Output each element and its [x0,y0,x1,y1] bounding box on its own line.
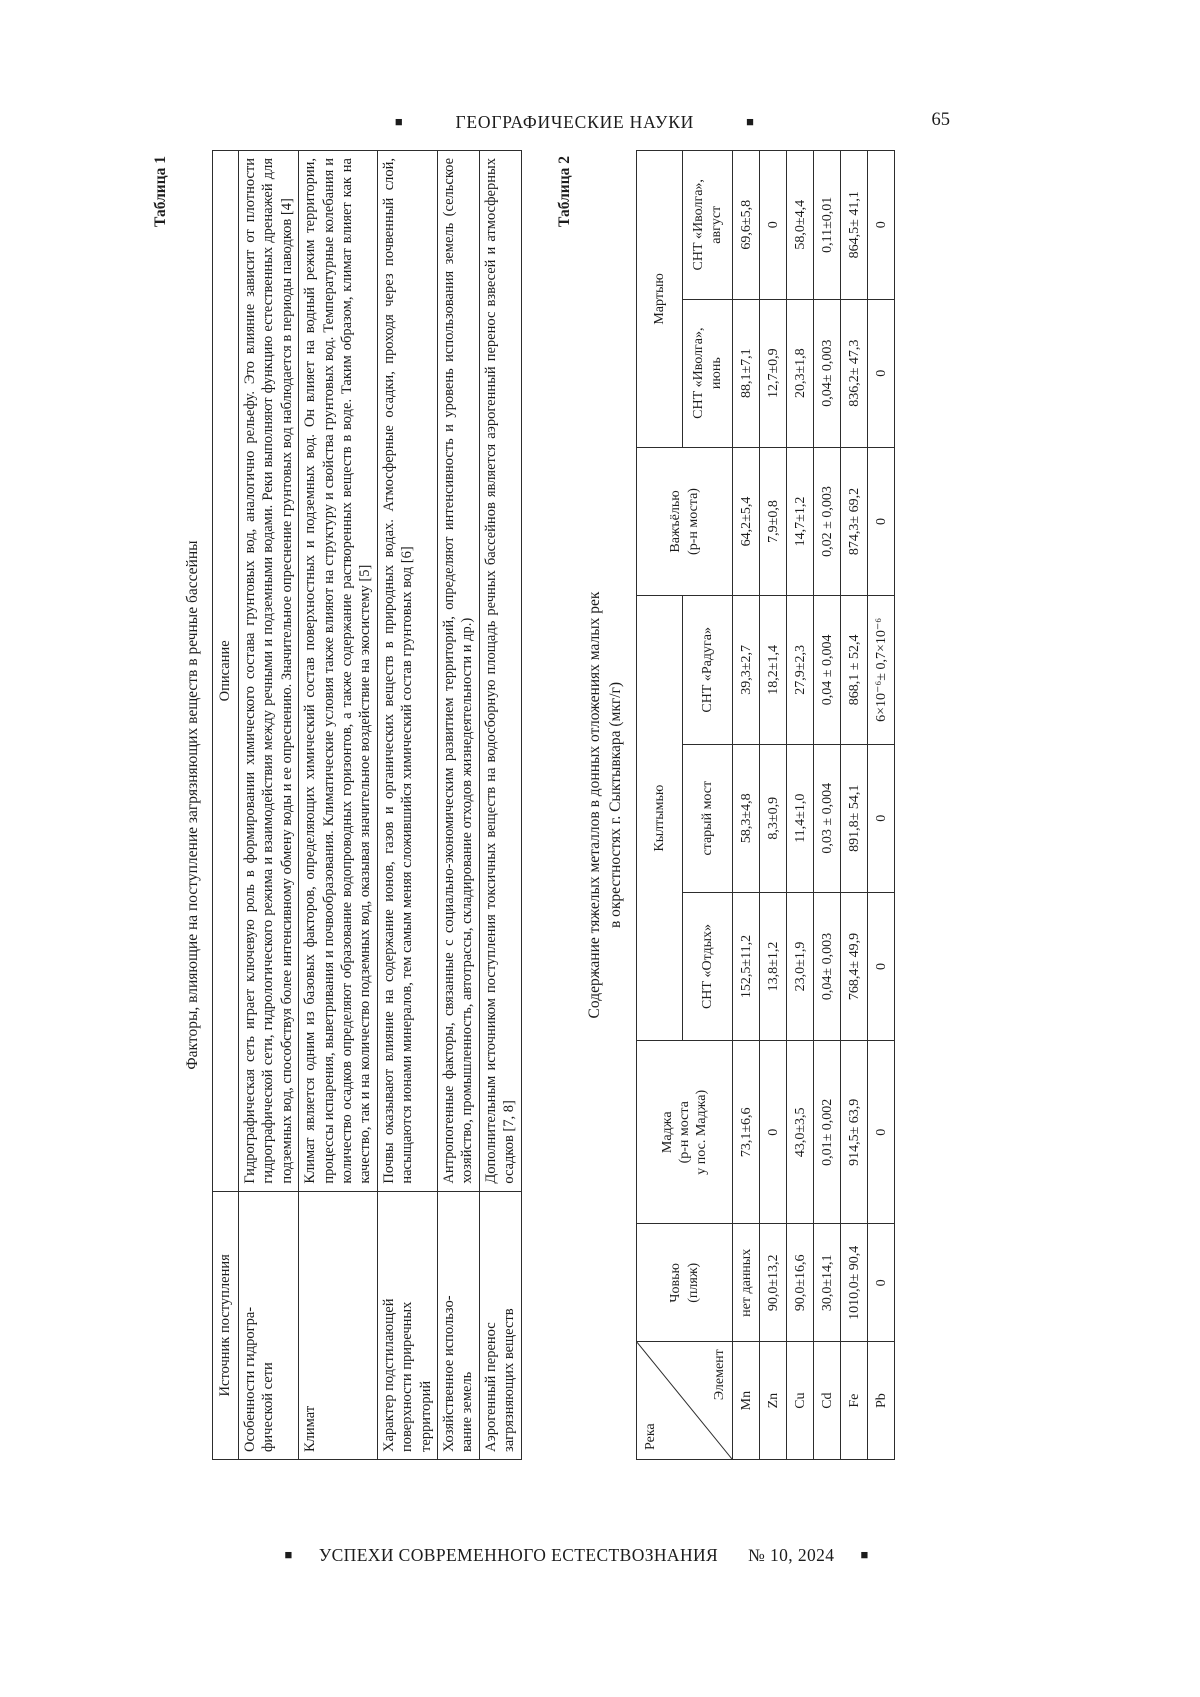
value-cell: 0 [868,744,895,892]
table2-section [556,150,895,1460]
corner-river-label: Река [643,1423,659,1450]
river-martyyu: Мартыю [637,151,683,448]
table1-caption: Факторы, влияющие на поступление загрязняющих веществ в речные бассейны [184,540,201,1070]
value-cell: 27,9±2,3 [787,596,814,744]
table1-row [299,151,378,1460]
table2-river-header-row [637,151,683,1460]
source-cell: Аэрогенный перенос загрязняющих веществ [479,1191,521,1459]
square-marker-icon: ■ [746,114,755,129]
value-cell: 768,4± 49,9 [841,892,868,1040]
source-cell: Климат [299,1191,378,1459]
element-label: Mn [733,1342,760,1460]
table2-row [733,151,760,1460]
section-title: ГЕОГРАФИЧЕСКИЕ НАУКИ [455,112,695,132]
element-label: Cu [787,1342,814,1460]
value-cell: 914,5± 63,9 [841,1041,868,1224]
value-cell: 30,0±14,1 [814,1224,841,1342]
value-cell: 891,8± 54,1 [841,744,868,892]
value-cell: 0,04± 0,003 [814,299,841,447]
table2-caption-line2: в окрестностях г. Сыктывкара (мкг/г) [607,681,625,929]
value-cell: 43,0±3,5 [787,1041,814,1224]
description-cell: Почвы оказывают влияние на содержание ионов, газов и органических веществ в природных водах. Атмосферные осадки, проходя через почвенный слой, насыщаются ионами минералов, тем самым меняя сложившийся химический состав грунтовых вод [6] [377,151,437,1192]
rotated-content [152,150,960,1460]
element-label: Cd [814,1342,841,1460]
journal-title: УСПЕХИ СОВРЕМЕННОГО ЕСТЕСТВОЗНАНИЯ [318,1545,719,1565]
value-cell: 58,0±4,4 [787,151,814,300]
table2 [636,150,895,1460]
table1-row [479,151,521,1460]
value-cell: 864,5± 41,1 [841,151,868,300]
value-cell: 874,3± 69,2 [841,447,868,595]
table2-row [841,151,868,1460]
value-cell: 14,7±1,2 [787,447,814,595]
value-cell: 0,01± 0,002 [814,1041,841,1224]
table2-row [814,151,841,1460]
page-header [0,112,1200,142]
value-cell: 0 [868,299,895,447]
value-cell: 0,03 ± 0,004 [814,744,841,892]
table2-caption-line1: Содержание тяжелых металлов в донных отложениях малых рек [585,591,603,1019]
corner-element-label: Элемент [711,1349,727,1401]
value-cell: 90,0±13,2 [760,1224,787,1342]
table1-label: Таблица 1 [152,156,169,227]
value-cell: 0 [760,151,787,300]
element-label: Fe [841,1342,868,1460]
value-cell: 0 [868,447,895,595]
value-cell: 64,2±5,4 [733,447,760,595]
value-cell: 7,9±0,8 [760,447,787,595]
value-cell: 20,3±1,8 [787,299,814,447]
table1-col-description: Описание [213,151,239,1192]
square-marker-icon: ■ [394,114,404,129]
value-cell: 152,5±11,2 [733,892,760,1040]
value-cell: 1010,0± 90,4 [841,1224,868,1342]
value-cell: 0,11±0,01 [814,151,841,300]
value-cell: 836,2± 47,3 [841,299,868,447]
value-cell: 58,3±4,8 [733,744,760,892]
corner-cell [637,1342,733,1460]
table1-col-source: Источник поступления [213,1191,239,1459]
value-cell: 73,1±6,6 [733,1041,760,1224]
source-cell: Характер подстилающей поверхности приречных территорий [377,1191,437,1459]
value-cell: 0,04± 0,003 [814,892,841,1040]
element-label: Zn [760,1342,787,1460]
source-cell: Особенности гидрогра- фической сети [239,1191,299,1459]
site-raduga: СНТ «Радуга» [683,596,733,744]
value-cell: 0 [868,151,895,300]
table2-label: Таблица 2 [555,156,573,227]
river-vazhyolyu: Важъёлью (р-н моста) [637,447,733,595]
value-cell: 11,4±1,0 [787,744,814,892]
value-cell: 18,2±1,4 [760,596,787,744]
description-cell: Гидрографическая сеть играет ключевую роль в формировании химического состава грунтовых вод, аналогично рельефу. Это влияние зависит от плотности гидрографической сети, гидрологического режима и взаимодействия между речными и подземными водами. Реки выполняют функцию естественных дренажей для подземных вод, способствуя более интенсивному обмену воды и ее опреснению. Значительное опреснение грунтовых вод наблюдается в периоды паводков [4] [239,151,299,1192]
page-footer [0,1545,1200,1575]
page-number: 65 [931,110,950,130]
value-cell: 13,8±1,2 [760,892,787,1040]
description-cell: Климат является одним из базовых факторов, определяющих химический состав поверхностных и подземных вод. Он влияет на водный режим территории, процессы испарения, выветривания и почвообразования. Климатические условия также влияют на структуру и свойства грунтовых вод. Температурные колебания и количество осадков определяют образование водопроводных горизонтов, а также содержание растворенных веществ в воде. Таким образом, климат влияет как на качество, так и на количество подземных вод, оказывая значительное воздействие на экосистему [5] [299,151,378,1192]
table2-row [760,151,787,1460]
element-label: Pb [868,1342,895,1460]
value-cell: 6×10⁻⁶± 0,7×10⁻⁶ [868,596,895,744]
table1-header-row [213,151,239,1460]
issue-number: № 10, 2024 [748,1545,835,1565]
table2-row [868,151,895,1460]
river-chovyu: Човью (пляж) [637,1224,733,1342]
value-cell: нет данных [733,1224,760,1342]
site-ivolga-june: СНТ «Иволга», июнь [683,299,733,447]
site-otdyh: СНТ «Отдых» [683,892,733,1040]
table1-row [377,151,437,1460]
value-cell: 0,04 ± 0,004 [814,596,841,744]
value-cell: 0 [760,1041,787,1224]
value-cell: 88,1±7,1 [733,299,760,447]
value-cell: 23,0±1,9 [787,892,814,1040]
site-ivolga-august: СНТ «Иволга», август [683,151,733,300]
value-cell: 69,6±5,8 [733,151,760,300]
value-cell: 0 [868,892,895,1040]
running-head [395,112,755,133]
value-cell: 868,1 ± 52,4 [841,596,868,744]
site-stary-most: старый мост [683,744,733,892]
value-cell: 12,7±0,9 [760,299,787,447]
value-cell: 90,0±16,6 [787,1224,814,1342]
square-marker-icon: ■ [284,1547,293,1562]
river-kyltymyu: Кылтымью [637,596,683,1041]
table1 [212,150,522,1460]
table1-row [239,151,299,1460]
table1-row [438,151,480,1460]
table2-row [787,151,814,1460]
river-madzha: Маджа (р-н моста у пос. Маджа) [637,1041,733,1224]
footer-line [285,1545,869,1566]
description-cell: Дополнительным источником поступления токсичных веществ на водосборную площадь речных бассейнов является аэрогенный перенос взвесей и атмосферных осадков [7, 8] [479,151,521,1192]
value-cell: 8,3±0,9 [760,744,787,892]
description-cell: Антропогенные факторы, связанные с социально-экономическим развитием территорий, определяют интенсивность и уровень использования земель (сельское хозяйство, промышленность, автотрассы, складирование отходов жизнедеятельности и др.) [438,151,480,1192]
value-cell: 0 [868,1224,895,1342]
square-marker-icon: ■ [860,1547,869,1562]
value-cell: 0,02 ± 0,003 [814,447,841,595]
value-cell: 0 [868,1041,895,1224]
table2-caption [584,150,627,1460]
source-cell: Хозяйственное использо- вание земель [438,1191,480,1459]
value-cell: 39,3±2,7 [733,596,760,744]
